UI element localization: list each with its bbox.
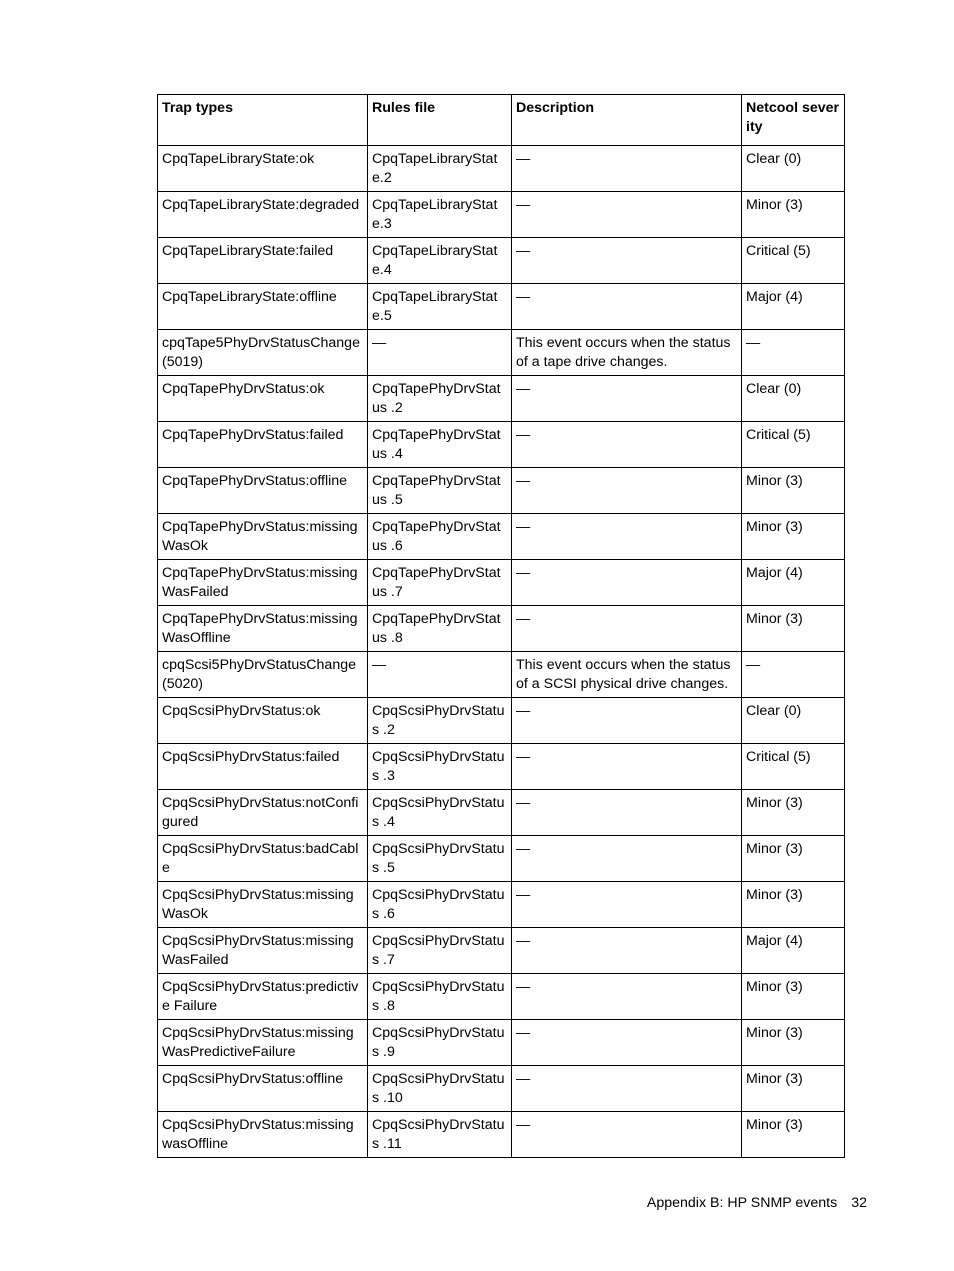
severity-cell: Minor (3) <box>742 1020 845 1066</box>
trap-type-cell: CpqTapePhyDrvStatus:missing WasFailed <box>158 560 368 606</box>
rules-file-cell: CpqScsiPhyDrvStatus .9 <box>368 1020 512 1066</box>
rules-file-cell: CpqTapePhyDrvStatus .2 <box>368 376 512 422</box>
table-row <box>158 790 845 836</box>
page-number: 32 <box>851 1195 867 1211</box>
description-cell: — <box>512 928 742 974</box>
description-cell: — <box>512 192 742 238</box>
table-row <box>158 284 845 330</box>
description-cell: — <box>512 974 742 1020</box>
table-row <box>158 1066 845 1112</box>
description-cell: — <box>512 744 742 790</box>
severity-cell: Clear (0) <box>742 698 845 744</box>
severity-cell: Minor (3) <box>742 1112 845 1158</box>
rules-file-cell: CpqScsiPhyDrvStatus .6 <box>368 882 512 928</box>
description-cell: — <box>512 836 742 882</box>
column-header-rules-file: Rules file <box>368 95 512 146</box>
severity-cell: Minor (3) <box>742 974 845 1020</box>
table-row <box>158 1020 845 1066</box>
trap-type-cell: CpqScsiPhyDrvStatus:ok <box>158 698 368 744</box>
trap-type-cell: CpqScsiPhyDrvStatus:badCable <box>158 836 368 882</box>
table-row <box>158 468 845 514</box>
rules-file-cell: — <box>368 330 512 376</box>
trap-type-cell: CpqTapePhyDrvStatus:failed <box>158 422 368 468</box>
rules-file-cell: CpqScsiPhyDrvStatus .11 <box>368 1112 512 1158</box>
table-row <box>158 928 845 974</box>
table-row <box>158 560 845 606</box>
table-body <box>158 146 845 1158</box>
description-cell: — <box>512 238 742 284</box>
severity-cell: Minor (3) <box>742 606 845 652</box>
severity-cell: Clear (0) <box>742 376 845 422</box>
description-cell: — <box>512 284 742 330</box>
severity-cell: Critical (5) <box>742 744 845 790</box>
rules-file-cell: CpqScsiPhyDrvStatus .3 <box>368 744 512 790</box>
severity-cell: Minor (3) <box>742 836 845 882</box>
trap-type-cell: CpqScsiPhyDrvStatus:missingWasPredictiveFailure <box>158 1020 368 1066</box>
description-cell: — <box>512 560 742 606</box>
severity-cell: Critical (5) <box>742 238 845 284</box>
table-row <box>158 606 845 652</box>
table-row <box>158 1112 845 1158</box>
rules-file-cell: CpqScsiPhyDrvStatus .8 <box>368 974 512 1020</box>
table-header-row <box>158 95 845 146</box>
description-cell: — <box>512 468 742 514</box>
rules-file-cell: CpqScsiPhyDrvStatus .2 <box>368 698 512 744</box>
snmp-trap-table <box>157 94 845 1158</box>
trap-type-cell: CpqScsiPhyDrvStatus:failed <box>158 744 368 790</box>
severity-cell: Clear (0) <box>742 146 845 192</box>
trap-type-cell: CpqScsiPhyDrvStatus:missingwasOffline <box>158 1112 368 1158</box>
description-cell: — <box>512 514 742 560</box>
rules-file-cell: CpqTapeLibraryState.5 <box>368 284 512 330</box>
table-row <box>158 192 845 238</box>
rules-file-cell: CpqTapeLibraryState.4 <box>368 238 512 284</box>
severity-cell: Minor (3) <box>742 514 845 560</box>
description-cell: — <box>512 1020 742 1066</box>
rules-file-cell: CpqTapePhyDrvStatus .6 <box>368 514 512 560</box>
table-row <box>158 330 845 376</box>
table-row <box>158 376 845 422</box>
severity-cell: Major (4) <box>742 928 845 974</box>
table-row <box>158 652 845 698</box>
rules-file-cell: — <box>368 652 512 698</box>
trap-type-cell: CpqTapePhyDrvStatus:offline <box>158 468 368 514</box>
description-cell: — <box>512 882 742 928</box>
severity-cell: Major (4) <box>742 560 845 606</box>
trap-type-cell: CpqTapePhyDrvStatus:missing WasOk <box>158 514 368 560</box>
column-header-netcool-severity: Netcool severity <box>742 95 845 146</box>
table-row <box>158 514 845 560</box>
rules-file-cell: CpqTapePhyDrvStatus .8 <box>368 606 512 652</box>
rules-file-cell: CpqTapePhyDrvStatus .5 <box>368 468 512 514</box>
severity-cell: Critical (5) <box>742 422 845 468</box>
description-cell: This event occurs when the status of a SCSI physical drive changes. <box>512 652 742 698</box>
severity-cell: Major (4) <box>742 284 845 330</box>
table-row <box>158 836 845 882</box>
rules-file-cell: CpqTapeLibraryState.2 <box>368 146 512 192</box>
table-row <box>158 974 845 1020</box>
severity-cell: Minor (3) <box>742 1066 845 1112</box>
severity-cell: — <box>742 330 845 376</box>
page-footer <box>647 1195 867 1211</box>
column-header-trap-types: Trap types <box>158 95 368 146</box>
table-row <box>158 744 845 790</box>
trap-type-cell: CpqScsiPhyDrvStatus:predictive Failure <box>158 974 368 1020</box>
severity-cell: — <box>742 652 845 698</box>
severity-cell: Minor (3) <box>742 882 845 928</box>
description-cell: — <box>512 606 742 652</box>
description-cell: — <box>512 146 742 192</box>
description-cell: — <box>512 422 742 468</box>
rules-file-cell: CpqTapePhyDrvStatus .7 <box>368 560 512 606</box>
trap-type-cell: CpqScsiPhyDrvStatus:offline <box>158 1066 368 1112</box>
trap-type-cell: cpqTape5PhyDrvStatusChange (5019) <box>158 330 368 376</box>
table-row <box>158 882 845 928</box>
description-cell: — <box>512 1112 742 1158</box>
rules-file-cell: CpqTapePhyDrvStatus .4 <box>368 422 512 468</box>
description-cell: This event occurs when the status of a tape drive changes. <box>512 330 742 376</box>
trap-type-cell: CpqTapePhyDrvStatus:ok <box>158 376 368 422</box>
trap-type-cell: CpqTapeLibraryState:ok <box>158 146 368 192</box>
rules-file-cell: CpqScsiPhyDrvStatus .5 <box>368 836 512 882</box>
table-row <box>158 698 845 744</box>
description-cell: — <box>512 1066 742 1112</box>
trap-type-cell: CpqTapePhyDrvStatus:missing WasOffline <box>158 606 368 652</box>
trap-type-cell: CpqScsiPhyDrvStatus:missingWasFailed <box>158 928 368 974</box>
trap-type-cell: CpqScsiPhyDrvStatus:notConfigured <box>158 790 368 836</box>
trap-type-cell: CpqTapeLibraryState:degraded <box>158 192 368 238</box>
trap-type-cell: CpqScsiPhyDrvStatus:missingWasOk <box>158 882 368 928</box>
trap-type-cell: cpqScsi5PhyDrvStatusChange (5020) <box>158 652 368 698</box>
table-row <box>158 422 845 468</box>
rules-file-cell: CpqScsiPhyDrvStatus .10 <box>368 1066 512 1112</box>
description-cell: — <box>512 376 742 422</box>
severity-cell: Minor (3) <box>742 192 845 238</box>
trap-type-cell: CpqTapeLibraryState:failed <box>158 238 368 284</box>
footer-section-title: Appendix B: HP SNMP events <box>646 1195 838 1211</box>
rules-file-cell: CpqScsiPhyDrvStatus .4 <box>368 790 512 836</box>
rules-file-cell: CpqScsiPhyDrvStatus .7 <box>368 928 512 974</box>
column-header-description: Description <box>512 95 742 146</box>
trap-type-cell: CpqTapeLibraryState:offline <box>158 284 368 330</box>
severity-cell: Minor (3) <box>742 468 845 514</box>
severity-cell: Minor (3) <box>742 790 845 836</box>
table-row <box>158 146 845 192</box>
table-row <box>158 238 845 284</box>
description-cell: — <box>512 698 742 744</box>
description-cell: — <box>512 790 742 836</box>
rules-file-cell: CpqTapeLibraryState.3 <box>368 192 512 238</box>
